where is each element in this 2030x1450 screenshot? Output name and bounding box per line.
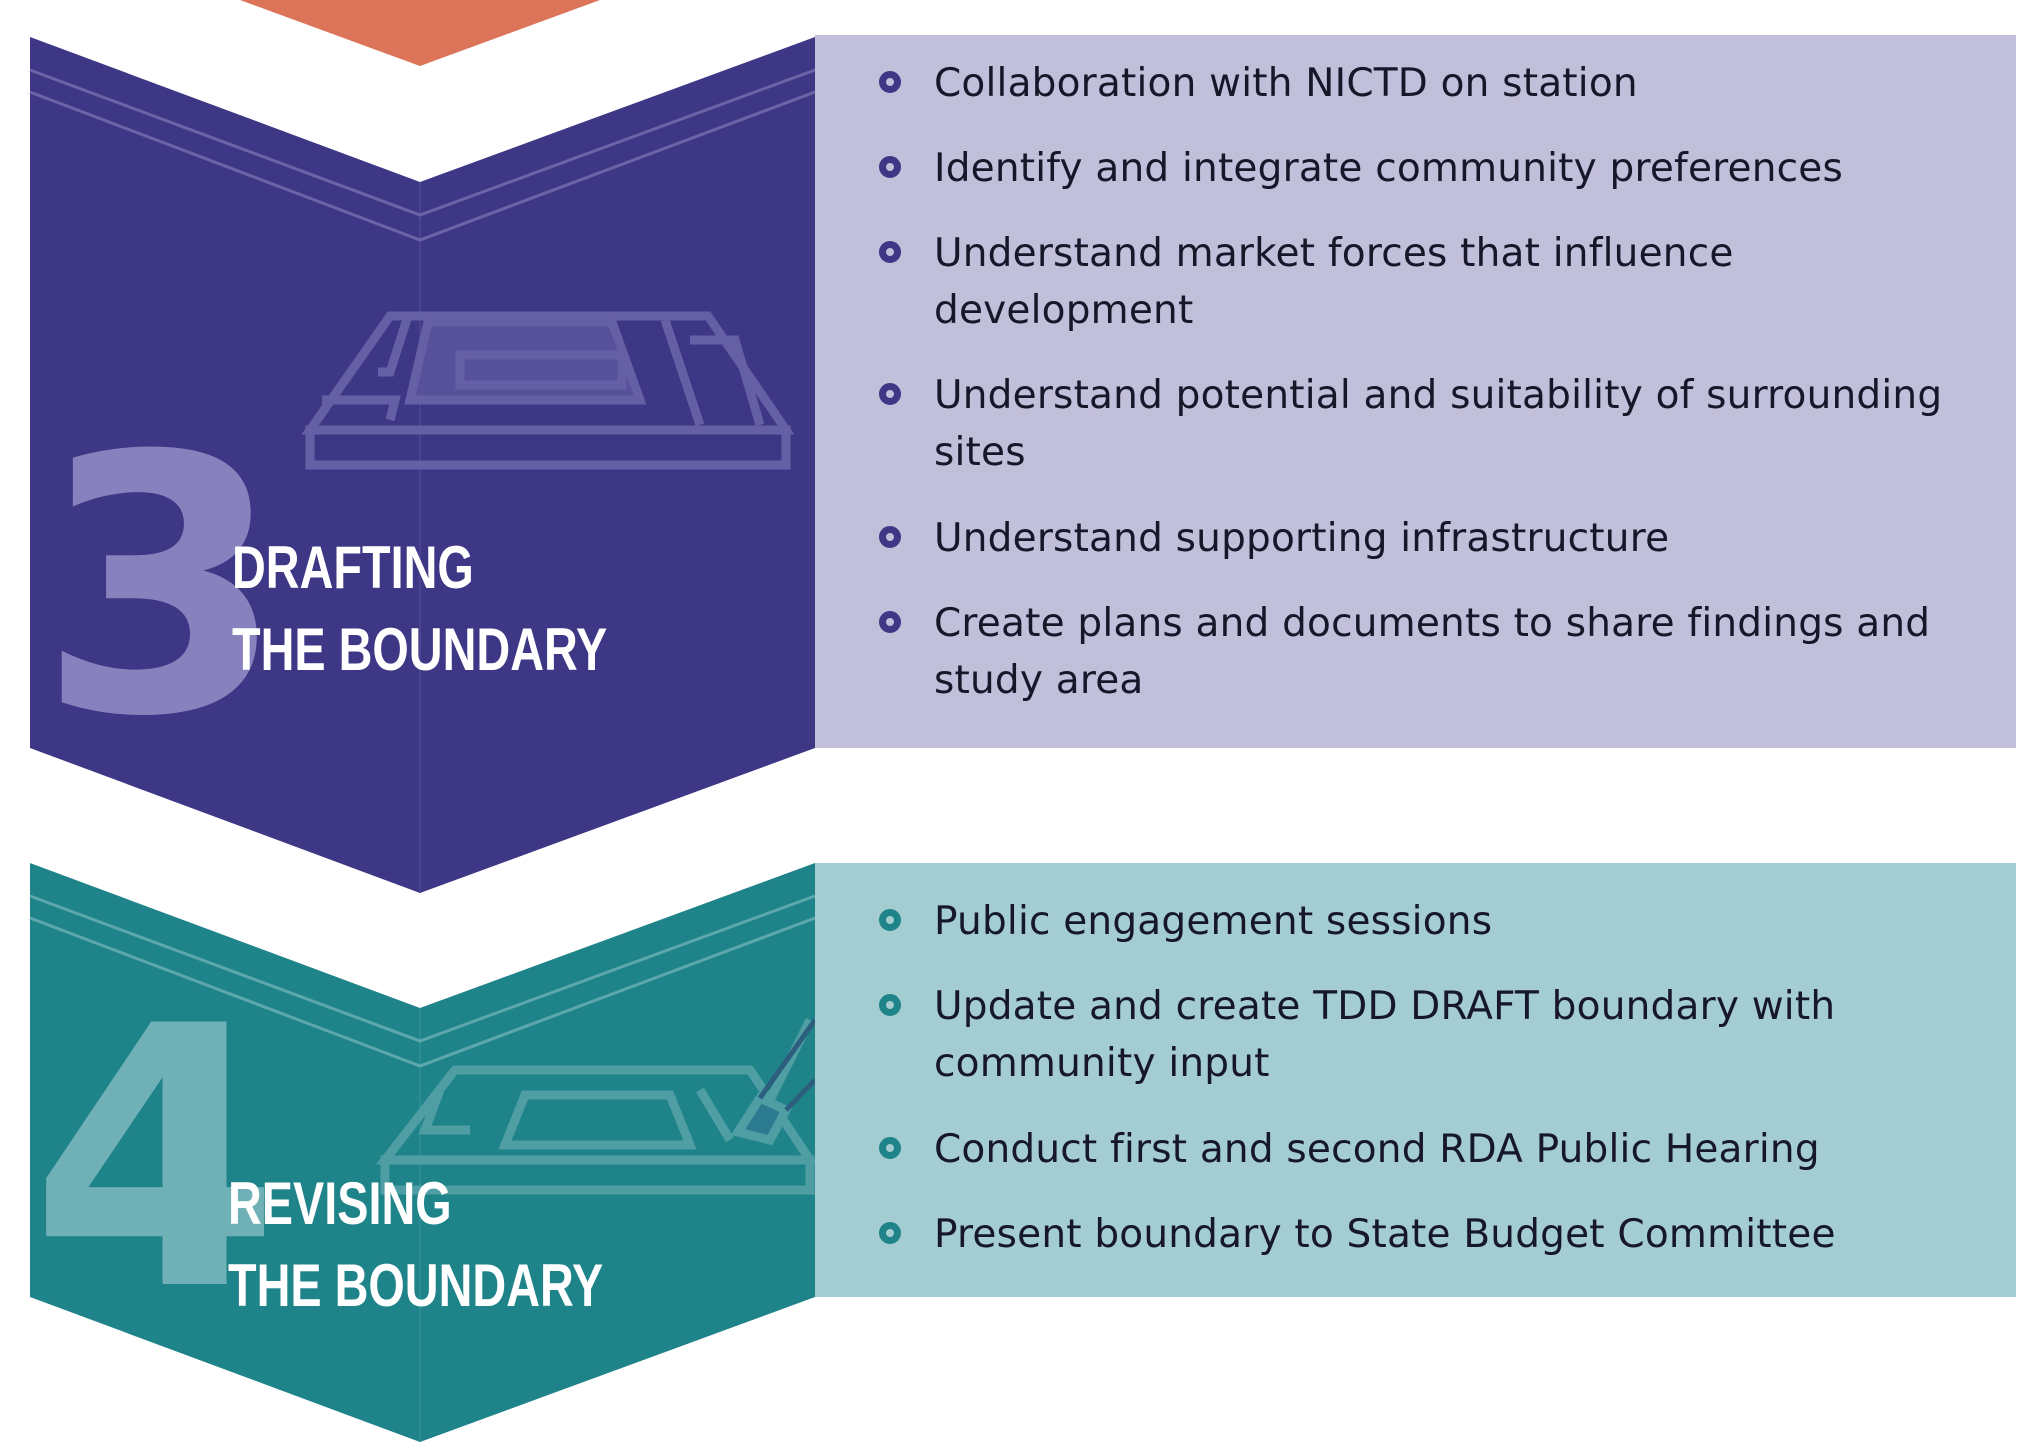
stage4-bullet-text: Public engagement sessions xyxy=(934,899,1493,944)
stage4-bullet-text: Update and create TDD DRAFT boundary with community input xyxy=(934,984,1836,1086)
stage3-number: 3 xyxy=(38,380,276,794)
stage3-bullet-text: Collaboration with NICTD on station xyxy=(934,61,1638,106)
bullet-ring-icon xyxy=(879,1222,901,1244)
stage3-title-line1: DRAFTING xyxy=(232,534,474,601)
stage4-number: 4 xyxy=(30,950,271,1369)
stage3-bullet-text: Understand supporting infrastructure xyxy=(934,516,1670,561)
bullet-ring-icon xyxy=(879,909,901,931)
stage4-title-line1: REVISING xyxy=(228,1170,452,1237)
bullet-ring-icon xyxy=(879,1137,901,1159)
stage3-bullet-text: Understand potential and suitability of surrounding sites xyxy=(934,373,1943,475)
stage4-bullet-text: Present boundary to State Budget Committee xyxy=(934,1212,1836,1257)
stage4-panel xyxy=(815,863,2016,1297)
stage3-bullet-text: Understand market forces that influence development xyxy=(934,231,1734,333)
stage3-bullet-text: Create plans and documents to share findings and study area xyxy=(934,601,1931,703)
stage3-title-line2: THE BOUNDARY xyxy=(232,616,608,683)
stage4-title-line2: THE BOUNDARY xyxy=(228,1252,604,1319)
stage3-bullet-text: Identify and integrate community preferences xyxy=(934,146,1844,191)
bullet-ring-icon xyxy=(879,994,901,1016)
stage4-bullet-text: Conduct first and second RDA Public Hearing xyxy=(934,1127,1820,1172)
